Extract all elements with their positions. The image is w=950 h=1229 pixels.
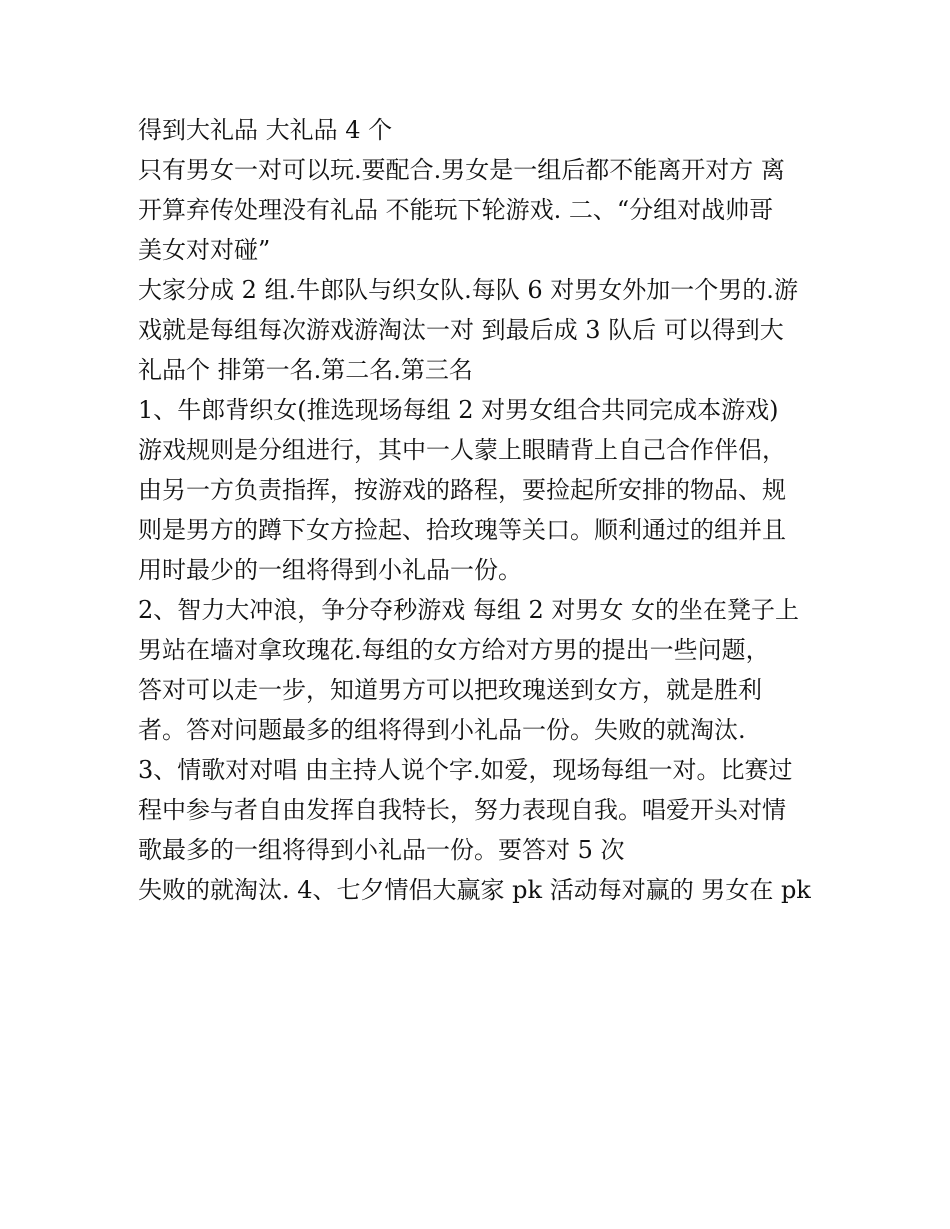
text-line: 歌最多的一组将得到小礼品一份。要答对 5 次 xyxy=(138,836,625,864)
text-line: 得到大礼品 大礼品 4 个 xyxy=(138,116,393,144)
text-line: 大家分成 2 组.牛郎队与织女队.每队 6 对男女外加一个男的.游 xyxy=(138,276,798,304)
text-line: 用时最少的一组将得到小礼品一份。 xyxy=(138,556,522,584)
text-line: 只有男女一对可以玩.要配合.男女是一组后都不能离开对方 离 xyxy=(138,156,785,184)
text-line: 游戏规则是分组进行，其中一人蒙上眼睛背上自己合作伴侣， xyxy=(138,436,786,464)
text-line: 戏就是每组每次游戏游淘汰一对 到最后成 3 队后 可以得到大 xyxy=(138,316,784,344)
text-line: 2、智力大冲浪，争分夺秒游戏 每组 2 对男女 女的坐在凳子上 xyxy=(138,596,800,624)
text-line: 礼品个 排第一名.第二名.第三名 xyxy=(138,356,473,384)
text-line: 3、情歌对对唱 由主持人说个字.如爱，现场每组一对。比赛过 xyxy=(138,756,793,784)
text-line: 1、牛郎背织女(推选现场每组 2 对男女组合共同完成本游戏) xyxy=(138,396,779,424)
text-line: 则是男方的蹲下女方捡起、拾玫瑰等关口。顺利通过的组并且 xyxy=(138,516,786,544)
text-line: 程中参与者自由发挥自我特长，努力表现自我。唱爱开头对情 xyxy=(138,796,786,824)
text-line: 者。答对问题最多的组将得到小礼品一份。失败的就淘汰. xyxy=(138,716,746,744)
text-line: 失败的就淘汰. 4、七夕情侣大赢家 pk 活动每对赢的 男女在 pk xyxy=(138,876,811,904)
text-line: 答对可以走一步，知道男方可以把玫瑰送到女方，就是胜利 xyxy=(138,676,762,704)
text-line: 男站在墙对拿玫瑰花.每组的女方给对方男的提出一些问题， xyxy=(138,636,770,664)
document-body xyxy=(138,110,818,910)
text-line: 美女对对碰” xyxy=(138,236,271,264)
text-line: 由另一方负责指挥，按游戏的路程，要捡起所安排的物品、规 xyxy=(138,476,786,504)
text-line: 开算弃传处理没有礼品 不能玩下轮游戏. 二、“分组对战帅哥 xyxy=(138,196,774,224)
